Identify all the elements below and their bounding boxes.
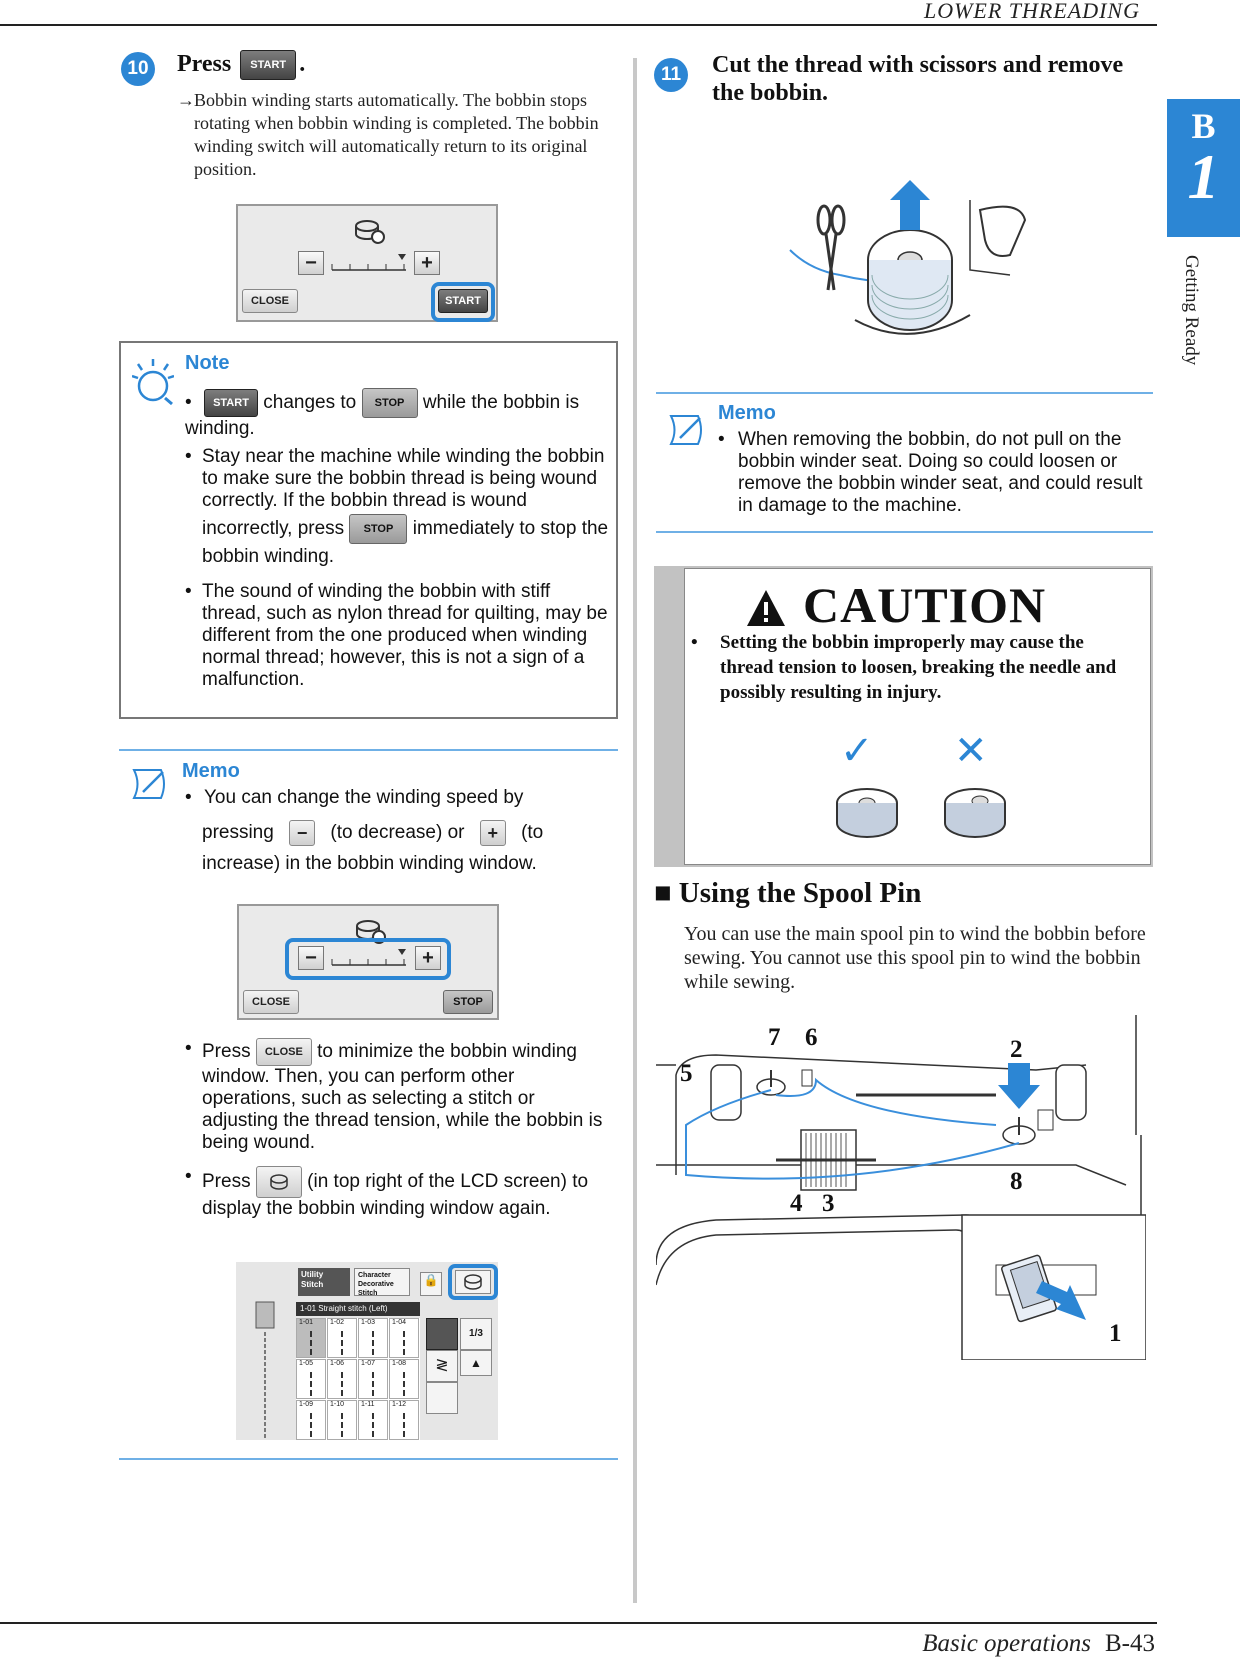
memo-b1-a: You can change the winding speed by xyxy=(204,787,524,808)
stitch-pattern xyxy=(372,1331,374,1355)
stitch-header: 1-01 Straight stitch (Left) xyxy=(296,1302,420,1316)
stitch-cell[interactable] xyxy=(389,1359,419,1399)
note-b3-text: The sound of winding the bobbin with stiff thread, such as nylon thread for quilting, may be different from the one produced when winding normal thread; however, this is not a sign of a malfunction. xyxy=(202,581,608,690)
minus-key-inline: − xyxy=(289,820,315,846)
stitch-cell[interactable] xyxy=(327,1318,357,1358)
speed-plus-button[interactable]: + xyxy=(414,251,440,275)
stitch-cell[interactable] xyxy=(296,1359,326,1399)
page-number: B-43 xyxy=(1105,1630,1155,1657)
step-10-title xyxy=(177,50,305,80)
speed-scale xyxy=(330,250,410,276)
memo-right-bullet: • When removing the bobbin, do not pull on the bobbin winder seat. Doing so could loosen or remove the bobbin winder seat, and could result in damage to the machine. xyxy=(718,429,1148,517)
stitch-code: 1-07 xyxy=(361,1360,376,1367)
stitch-code: 1-02 xyxy=(330,1319,345,1326)
bobbin-winding-key[interactable] xyxy=(455,1270,491,1294)
stitch-cell[interactable] xyxy=(358,1318,388,1358)
footer-chapter: Basic operations xyxy=(922,1630,1091,1657)
bobbin-icon xyxy=(456,1271,490,1293)
cut-thread-illustration xyxy=(780,180,1040,350)
callout-3: 3 xyxy=(822,1190,835,1217)
note-bullet-3: • The sound of winding the bobbin with stiff thread, such as nylon thread for quilting, may be different from the one produced when winding normal thread; however, this is not a sign of a malfunction. xyxy=(185,581,610,691)
memo-right-bottom-rule xyxy=(656,531,1153,533)
note-b2-end: immediately to stop the bobbin winding. xyxy=(202,518,609,567)
note-bullet-2: • Stay near the machine while winding the bobbin to make sure the bobbin thread is being wound correctly. If the bobbin thread is wound incorrectly, press STOP immediately to stop the bobbin winding. xyxy=(185,446,609,567)
memo-top-rule xyxy=(119,749,618,751)
stitch-mode-key-2[interactable]: ≷ xyxy=(426,1350,458,1382)
lightbulb-icon xyxy=(132,356,174,406)
incorrect-bobbin-image xyxy=(940,785,1010,845)
stitch-pattern xyxy=(341,1331,343,1355)
memo-b2-press: Press xyxy=(202,1041,251,1063)
caution-bullet-dot: • xyxy=(691,632,698,653)
step-11-badge: 11 xyxy=(654,58,688,92)
footer xyxy=(922,1630,1155,1658)
stitch-code: 1-10 xyxy=(330,1401,345,1408)
stitch-cell[interactable] xyxy=(296,1318,326,1358)
section-title-text: Using the Spool Pin xyxy=(678,877,922,909)
stitch-pattern xyxy=(403,1372,405,1396)
start-key: START xyxy=(240,50,296,80)
stitch-pattern xyxy=(372,1413,374,1437)
step-10-period: . xyxy=(299,51,306,77)
memo-decrease: (to decrease) or xyxy=(330,822,465,844)
memo-b3-rest: (in top right of the LCD screen) to display the bobbin winding window again. xyxy=(202,1171,589,1219)
caution-heading: CAUTION xyxy=(803,577,1047,633)
stitch-code: 1-06 xyxy=(330,1360,345,1367)
stitch-pattern xyxy=(403,1413,405,1437)
memo-left-bullet-2: • Press CLOSE to minimize the bobbin winding window. Then, you can perform other operations, such as selecting a stitch or adjusting the thread tension, while the bobbin is being wound. xyxy=(185,1038,603,1153)
stitch-pattern xyxy=(372,1372,374,1396)
chapter-tab xyxy=(1167,99,1240,237)
note-b2-text: Stay near the machine while winding the bobbin to make sure the bobbin thread is being wound correctly. If the bobbin thread is wound incorrectly, press xyxy=(202,446,605,540)
scissors-icon xyxy=(818,206,844,290)
memo-bottom-rule xyxy=(119,1458,618,1460)
stitch-cell[interactable] xyxy=(358,1359,388,1399)
caution-text: Setting the bobbin improperly may cause the thread tension to loosen, breaking the needle and possibly resulting in injury. xyxy=(720,632,1117,703)
callout-1: 1 xyxy=(1109,1320,1122,1347)
memo-left-title: Memo xyxy=(182,760,240,782)
stitch-mode-key-3[interactable] xyxy=(426,1382,458,1414)
stitch-cell[interactable] xyxy=(358,1400,388,1440)
stitch-cell[interactable] xyxy=(327,1359,357,1399)
memo-left-bullet-1-line3: increase) in the bobbin winding window. xyxy=(202,853,537,874)
incorrect-cross-icon: ✕ xyxy=(954,729,988,773)
warning-triangle-icon xyxy=(745,588,787,628)
callout-8: 8 xyxy=(1010,1168,1023,1195)
header-rule xyxy=(0,24,1157,26)
chapter-tab-letter: B xyxy=(1191,106,1216,146)
result-arrow-icon: → xyxy=(177,90,195,110)
stitch-code: 1-09 xyxy=(299,1401,314,1408)
memo-b2-rest: to minimize the bobbin winding window. Then, you can perform other operations, such as selecting a stitch or adjusting the thread tension, while the bobbin is being wound. xyxy=(202,1041,603,1153)
step-11-title: Cut the thread with scissors and remove the bobbin. xyxy=(712,52,1124,106)
chapter-side-label: Getting Ready xyxy=(1181,255,1202,366)
memo-left-bullet-1: • You can change the winding speed by xyxy=(185,787,524,808)
callout-5: 5 xyxy=(680,1060,693,1087)
plus-key-inline: + xyxy=(480,820,506,846)
stitch-code: 1-05 xyxy=(299,1360,314,1367)
stop-key-inline-2: STOP xyxy=(349,514,407,544)
correct-check-icon: ✓ xyxy=(840,729,874,773)
step-10-result: Bobbin winding starts automatically. The bobbin stops rotating when bobbin winding is completed. The bobbin winding switch will automatically return to its original position. xyxy=(194,90,599,179)
speed-plus-button-2[interactable]: + xyxy=(415,946,441,970)
memo-right-text: When removing the bobbin, do not pull on the bobbin winder seat. Doing so could loosen or remove the bobbin winder seat, and could result in damage to the machine. xyxy=(738,429,1143,516)
lock-icon[interactable]: 🔒 xyxy=(420,1272,442,1296)
note-bullet-1: • START changes to STOP while the bobbin is winding. xyxy=(185,388,605,440)
close-button[interactable]: CLOSE xyxy=(242,289,298,313)
memo-left-bullet-3: • Press (in top right of the LCD screen) to display the bobbin winding window again. xyxy=(185,1166,589,1219)
section-bullet: ■ xyxy=(654,877,672,909)
stop-key-inline: STOP xyxy=(362,388,418,418)
memo-pencil-icon xyxy=(131,764,173,800)
stitch-cell[interactable] xyxy=(296,1400,326,1440)
memo-to: (to xyxy=(521,822,544,844)
note-title: Note xyxy=(185,352,230,374)
stop-button[interactable]: STOP xyxy=(443,990,493,1014)
page-indicator: 1/3 xyxy=(460,1318,492,1350)
memo-left-bullet-1-line2 xyxy=(202,820,622,846)
callout-4: 4 xyxy=(790,1190,803,1217)
stitch-code: 1-03 xyxy=(361,1319,376,1326)
speed-minus-button[interactable]: − xyxy=(298,251,324,275)
stitch-pattern xyxy=(310,1331,312,1355)
spool-pin-illustration xyxy=(656,1015,1146,1360)
presser-foot-indicator xyxy=(244,1272,284,1440)
lift-up-arrow-icon xyxy=(890,180,930,230)
stitch-mode-key-1[interactable] xyxy=(426,1318,458,1350)
tab-utility-stitch[interactable]: Utility Stitch xyxy=(298,1268,350,1296)
stitch-cell[interactable] xyxy=(389,1400,419,1440)
stitch-code: 1-01 xyxy=(299,1319,314,1326)
tab-character-decorative[interactable]: Character Decorative Stitch xyxy=(354,1268,410,1296)
stitch-pattern xyxy=(341,1372,343,1396)
section-title xyxy=(654,877,921,910)
close-button-2[interactable]: CLOSE xyxy=(243,990,299,1014)
stitch-code: 1-12 xyxy=(392,1401,407,1408)
stitch-pattern xyxy=(310,1372,312,1396)
bobbin-icon-inline xyxy=(268,1173,290,1191)
bobbin-key-inline xyxy=(256,1166,302,1198)
callout-2: 2 xyxy=(1010,1036,1023,1063)
press-label: Press xyxy=(177,51,232,77)
close-key-inline: CLOSE xyxy=(256,1038,312,1066)
stitch-code: 1-04 xyxy=(392,1319,407,1326)
stitch-code: 1-08 xyxy=(392,1360,407,1367)
stitch-pattern xyxy=(310,1413,312,1437)
memo-right-pencil-icon xyxy=(668,410,710,446)
lcd-bobbin-window-stop xyxy=(237,904,499,1020)
correct-bobbin-image xyxy=(832,785,902,845)
callout-6: 6 xyxy=(805,1024,818,1051)
footer-rule xyxy=(0,1622,1157,1624)
lcd-bobbin-window-start xyxy=(236,204,498,322)
note-changes-to: changes to xyxy=(263,392,357,414)
start-key-inline: START xyxy=(204,389,258,417)
lcd-stitch-screen xyxy=(236,1262,498,1440)
section-body: You can use the main spool pin to wind the bobbin before sewing. You cannot use this spool pin to wind the bobbin while sewing. xyxy=(684,923,1146,993)
memo-right-top-rule xyxy=(656,392,1153,394)
scroll-up-button[interactable]: ▲ xyxy=(460,1350,492,1376)
stitch-grid xyxy=(296,1318,420,1440)
callout-7: 7 xyxy=(768,1024,781,1051)
running-header: LOWER THREADING xyxy=(923,0,1140,23)
memo-pressing: pressing xyxy=(202,822,274,844)
stitch-code: 1-11 xyxy=(361,1401,375,1408)
memo-b3-press: Press xyxy=(202,1171,251,1193)
column-divider xyxy=(633,58,637,1603)
stitch-cell[interactable] xyxy=(327,1400,357,1440)
memo-right-title: Memo xyxy=(718,402,776,424)
bobbin-winding-icon xyxy=(351,216,387,244)
note-b1-rest: while the bobbin is winding. xyxy=(185,392,580,439)
speed-scale-2 xyxy=(330,945,410,971)
stitch-pattern xyxy=(403,1331,405,1355)
stitch-cell[interactable] xyxy=(389,1318,419,1358)
step-10-badge: 10 xyxy=(121,52,155,86)
chapter-tab-number: 1 xyxy=(1187,141,1220,212)
start-button[interactable]: START xyxy=(438,289,488,313)
speed-minus-button-2[interactable]: − xyxy=(298,946,324,970)
stitch-pattern xyxy=(341,1413,343,1437)
